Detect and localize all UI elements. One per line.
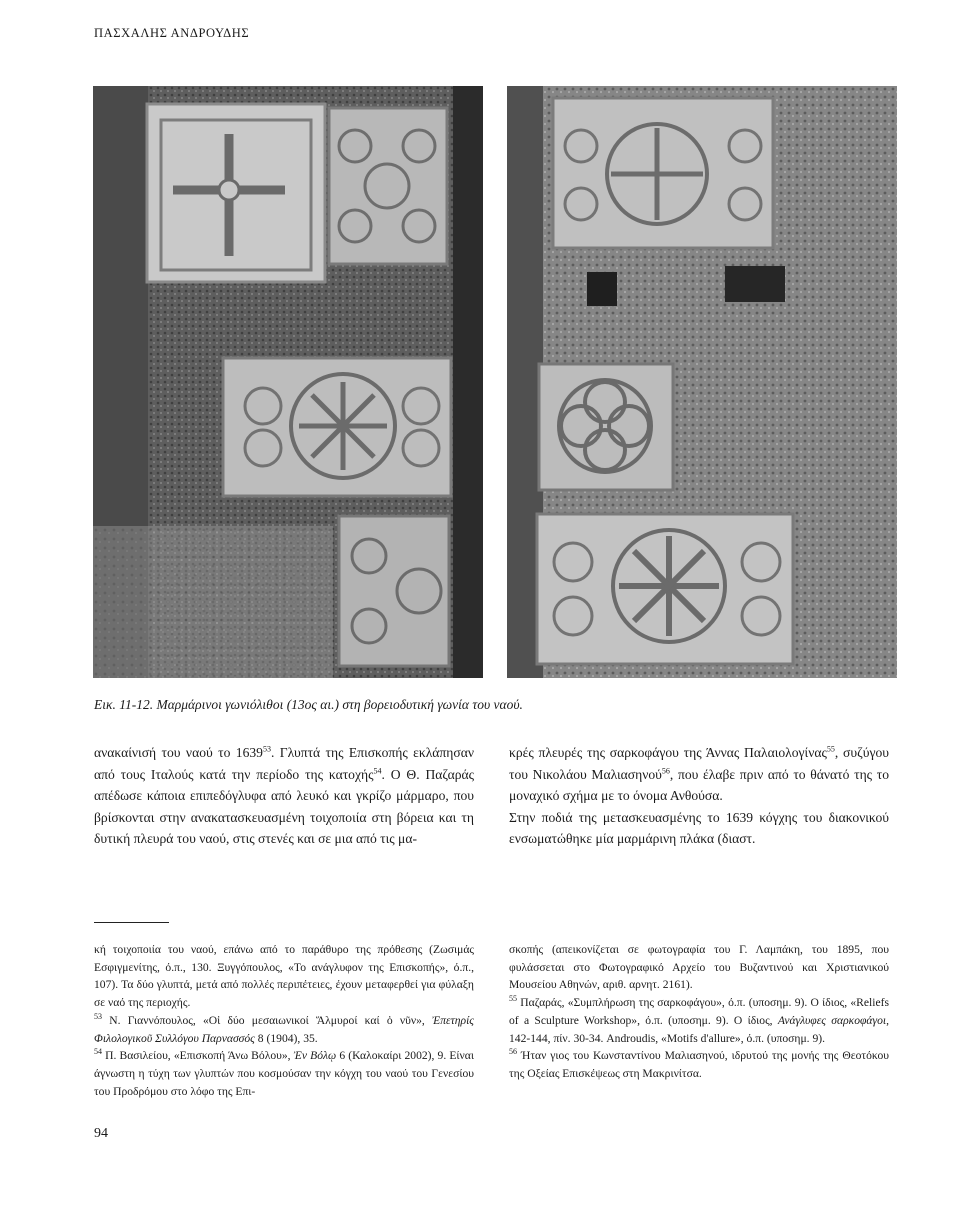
footnote-text-italic: Ανάγλυφες σαρκοφάγοι xyxy=(777,1013,887,1027)
footnote-55 xyxy=(509,994,889,1047)
footnote-text: , 142-144, πίν. 30-34. Androudis, «Motifs d'allure», ό.π. (υποσημ. 9). xyxy=(509,1013,889,1045)
photo-corner-stones-left xyxy=(93,86,483,678)
footnote-text-italic: Ἐπετηρίς Φιλολογικοῦ Συλλόγου Παρνασσός xyxy=(94,1013,474,1045)
footnote-text: Π. Βασιλείου, «Επισκοπή Άνω Βόλου», xyxy=(102,1049,294,1063)
footnote-text: Παζαράς, «Συμπλήρωση της σαρκοφάγου», ό.π. (υποσημ. 9). Ο ίδιος, «Reliefs of a Sculpture Workshop», ό.π. (υποσημ. 9). Ο ίδιος, xyxy=(509,996,889,1027)
footnote-ref-53[interactable]: 53 xyxy=(262,744,271,754)
footnote-text: 6 (Καλοκαίρι 2002), 9. Είναι άγνωστη η τύχη των γλυπτών που κοσμούσαν την κόγχη του ναού του Γενεσίου του Προδρόμου στο λόφο της Επι- xyxy=(94,1049,474,1098)
footnote-53 xyxy=(94,1012,474,1047)
footnotes-left xyxy=(94,941,474,1100)
body-text: , συζύγου του Νικολάου Μαλιασηνού xyxy=(509,745,889,782)
footnote-continuation: κή τοιχοποιία του ναού, επάνω από το παράθυρο της πρόθεσης (Ζωσιμάς Εσφιγμενίτης, ό.π., 130. Ξυγγόπουλος, «Το ανάγλυφον της Επισκοπής», ό.π., 107). Τα δύο γλυπτά, μετά από πολλές περιπέτειες, έχουν μεταφερθεί για φύλαξη σε ναό της περιοχής. xyxy=(94,943,474,1010)
page-number: 94 xyxy=(94,1126,108,1141)
footnote-ref-55[interactable]: 55 xyxy=(826,744,835,754)
footnote-text: Ήταν γιος του Κωνσταντίνου Μαλιασηνού, ιδρυτού της μονής της Θεοτόκου της Οξείας Επισκέψεως στη Μακρινίτσα. xyxy=(509,1049,889,1080)
body-paragraph xyxy=(509,742,889,807)
footnote-54 xyxy=(94,1047,474,1100)
footnote-ref-54[interactable]: 54 xyxy=(373,766,382,776)
body-column-left xyxy=(94,742,474,850)
footnote-number: 55 xyxy=(509,994,517,1004)
body-text: , που έλαβε πριν από το θάνατό της το μοναχικό σχήμα με το όνομα Ανθούσα. xyxy=(509,766,889,804)
body-text: . Γλυπτά της Επισκοπής εκλάπησαν από τους Ιταλούς κατά την περίοδο της κατοχής xyxy=(94,745,474,782)
footnote-divider xyxy=(94,922,169,923)
footnote-56 xyxy=(509,1047,889,1082)
footnote-text: Ν. Γιαννόπουλος, «Οἱ δύο μεσαιωνικοί Ἅλμυροί καί ὁ νῦν», xyxy=(102,1013,433,1027)
body-column-right xyxy=(509,742,889,850)
figure-caption: Εικ. 11-12. Μαρμάρινοι γωνιόλιθοι (13ος αι.) στη βορειοδυτική γωνία του ναού. xyxy=(94,697,523,712)
footnotes-right xyxy=(509,941,889,1083)
footnote-continuation: σκοπής (απεικονίζεται σε φωτογραφία του Γ. Λαμπάκη, του 1895, που φυλάσσεται στο Φωτογραφικό Αρχείο του Βυζαντινού και Χριστιανικού Μουσείου Αθηνών, αριθ. αρνητ. 2161). xyxy=(509,943,889,992)
body-paragraph: Στην ποδιά της μετασκευασμένης το 1639 κόγχης του διακονικού ενσωματώθηκε μία μαρμάρινη πλάκα (διαστ. xyxy=(509,809,889,847)
footnote-number: 56 xyxy=(509,1047,517,1057)
footnote-number: 54 xyxy=(94,1047,102,1057)
footnote-text-italic: Ἐν Βόλῳ xyxy=(293,1049,337,1063)
photo-corner-stones-right xyxy=(507,86,897,678)
footnote-ref-56[interactable]: 56 xyxy=(661,766,670,776)
body-text: κρές πλευρές της σαρκοφάγου της Άννας Παλαιολογίνας xyxy=(509,745,827,760)
footnote-text: 8 (1904), 35. xyxy=(254,1031,318,1045)
body-text: ανακαίνισή του ναού το 1639 xyxy=(94,745,263,760)
footnote-number: 53 xyxy=(94,1011,102,1021)
running-header: ΠΑΣΧΑΛΗΣ ΑΝΔΡΟΥΔΗΣ xyxy=(94,26,250,40)
body-paragraph xyxy=(94,742,474,850)
body-text: . Ο Θ. Παζαράς απέδωσε κάποια επιπεδόγλυφα από λευκό και γκρίζο μάρμαρο, που βρίσκονται στην ανακατασκευασμένη τοιχοποιία στη βόρεια και τη δυτική πλευρά του ναού, στις στενές και σε μια από τις μα- xyxy=(94,766,474,847)
